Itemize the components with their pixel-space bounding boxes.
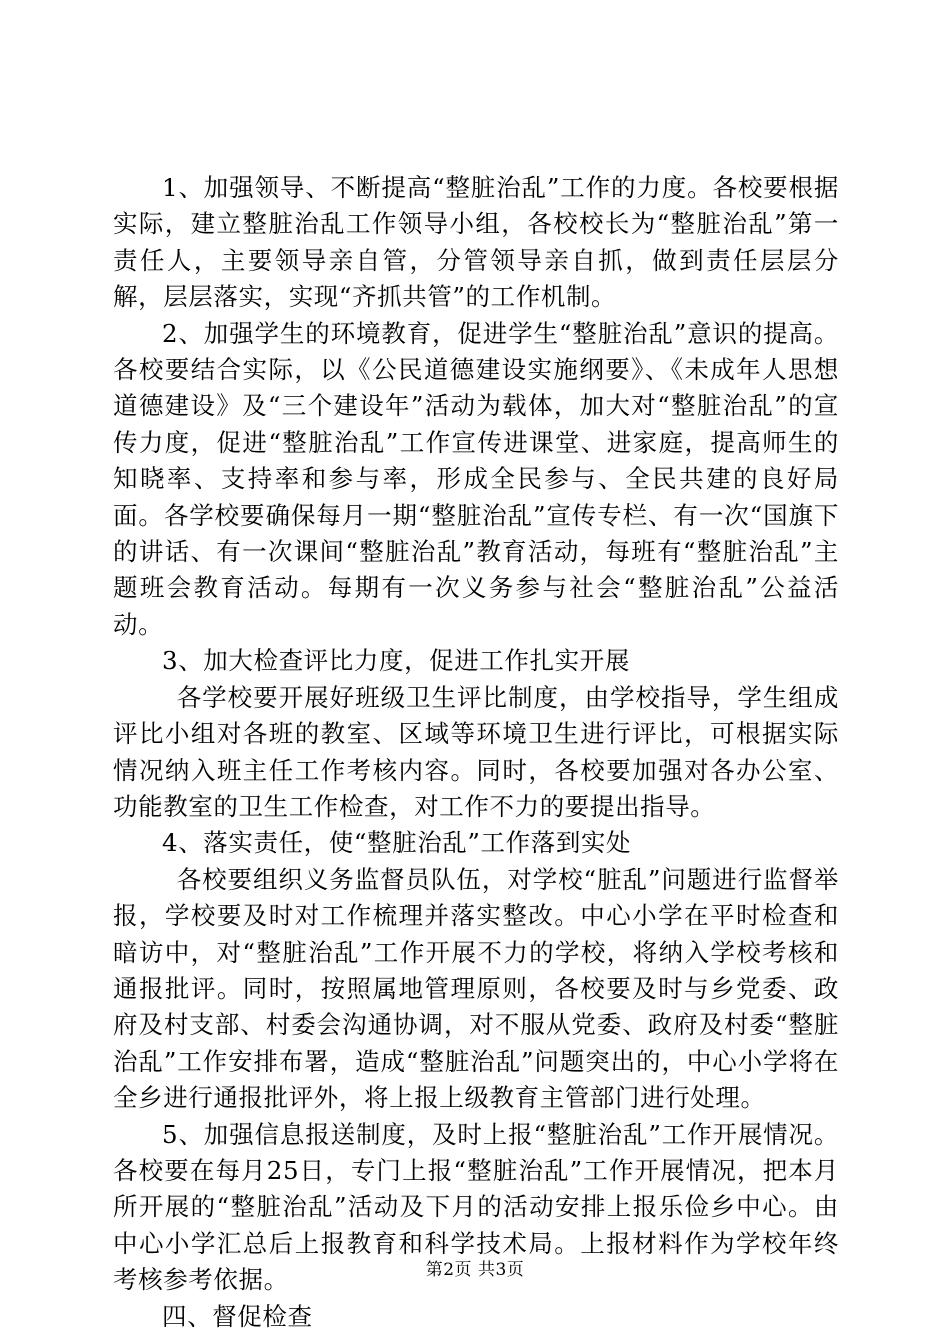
document-body: [113, 170, 839, 1335]
page-number-footer: 第2页 共3页: [425, 1260, 525, 1280]
section-heading-4: 4、落实责任，使“整脏治乱”工作落到实处: [162, 828, 632, 858]
paragraph-5: 5、加强信息报送制度，及时上报“整脏治乱”工作开展情况。各校要在每月25日，专门上报“整脏治乱”工作开展情况，把本月所开展的“整脏治乱”活动及下月的活动安排上报乐俭乡中心。由中心小学汇总后上报教育和科学技术局。上报材料作为学校年终考核参考依据。: [113, 1119, 839, 1295]
section-heading-3: 3、加大检查评比力度，促进工作扎实开展: [162, 646, 630, 676]
section-heading-supervision: 四、督促检查: [162, 1301, 313, 1331]
paragraph-1: 1、加强领导、不断提高“整脏治乱”工作的力度。各校要根据实际，建立整脏治乱工作领导小组，各校校长为“整脏治乱”第一责任人，主要领导亲自管，分管领导亲自抓，做到责任层层分解，层层落实，实现“齐抓共管”的工作机制。: [113, 173, 839, 312]
paragraph-2: 2、加强学生的环境教育，促进学生“整脏治乱”意识的提高。各校要结合实际，以《公民道德建设实施纲要》、《未成年人思想道德建设》及“三个建设年”活动为载体，加大对“整脏治乱”的宣传力度，促进“整脏治乱”工作宣传进课堂、进家庭，提高师生的知晓率、支持率和参与率，形成全民参与、全民共建的良好局面。各学校要确保每月一期“整脏治乱”宣传专栏、有一次“国旗下的讲话、有一次课间“整脏治乱”教育活动，每班有“整脏治乱”主题班会教育活动。每期有一次义务参与社会“整脏治乱”公益活动。: [113, 318, 839, 639]
paragraph-4-body: 各校要组织义务监督员队伍，对学校“脏乱”问题进行监督举报，学校要及时对工作梳理并落实整改。中心小学在平时检查和暗访中，对“整脏治乱”工作开展不力的学校，将纳入学校考核和通报批评。同时，按照属地管理原则，各校要及时与乡党委、政府及村支部、村委会沟通协调，对不服从党委、政府及村委“整脏治乱”工作安排布署，造成“整脏治乱”问题突出的，中心小学将在全乡进行通报批评外，将上报上级教育主管部门进行处理。: [113, 864, 839, 1113]
paragraph-3-body: 各学校要开展好班级卫生评比制度，由学校指导，学生组成评比小组对各班的教室、区域等环境卫生进行评比，可根据实际情况纳入班主任工作考核内容。同时，各校要加强对各办公室、功能教室的卫生工作检查，对工作不力的要提出指导。: [113, 682, 839, 821]
